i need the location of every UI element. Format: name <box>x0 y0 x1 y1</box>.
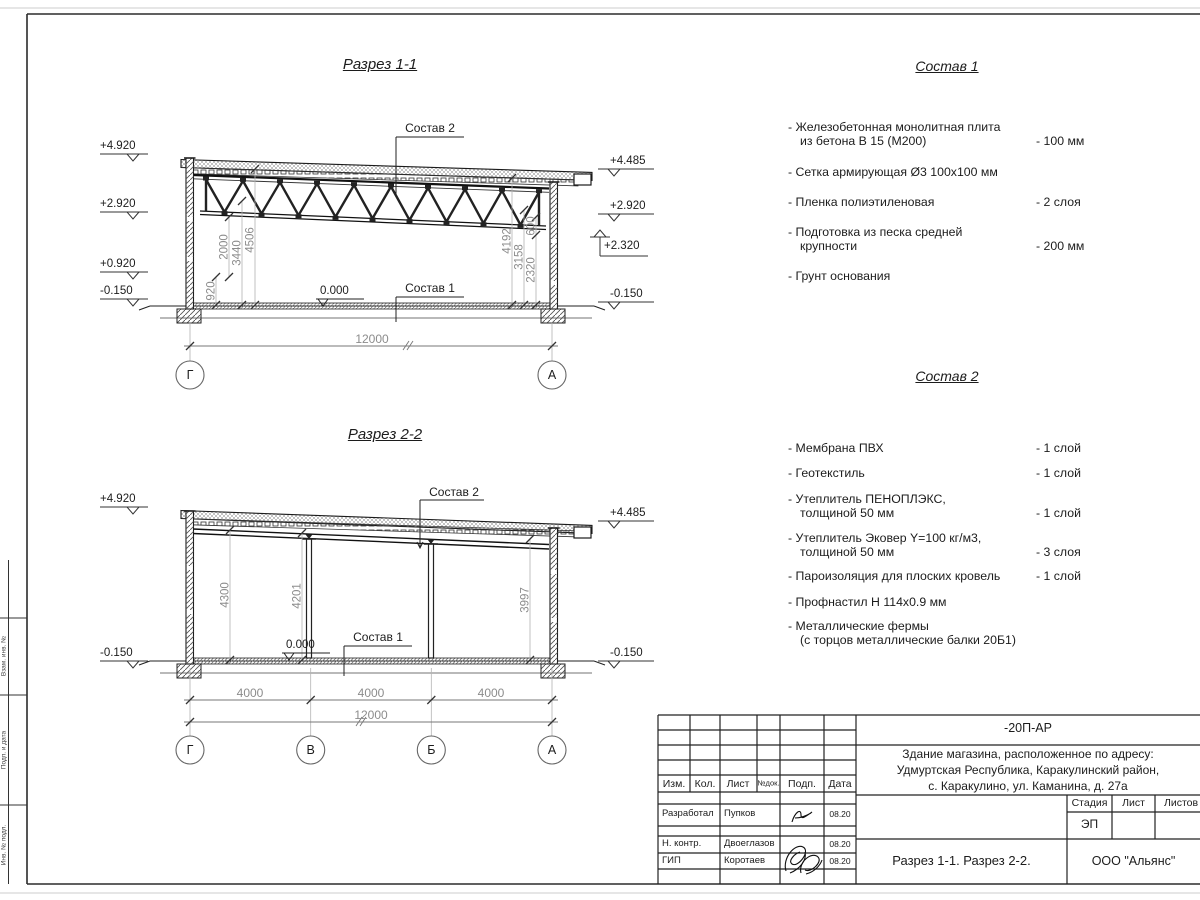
elevation-label: +2.920 <box>610 200 646 212</box>
elevation-label: +4.485 <box>610 155 646 167</box>
sostav2-heading: Состав 2 <box>915 368 979 384</box>
list-item-value: - 100 мм <box>1036 134 1085 148</box>
dimension-total-label: 12000 <box>355 332 389 346</box>
dimension-label: 920 <box>205 281 218 301</box>
list-item: - Утеплитель Эковер Y=100 кг/м3, <box>788 531 982 545</box>
wall-right <box>548 182 560 309</box>
tb-name: Двоеглазов <box>724 838 775 849</box>
tb-company: ООО "Альянс" <box>1091 854 1176 868</box>
tb-sheet-title: Разрез 1-1. Разрез 2-2. <box>892 853 1031 868</box>
wall-left-2 <box>184 511 196 664</box>
list-item: - Грунт основания <box>788 269 891 283</box>
dimension-label: 4506 <box>244 227 257 253</box>
elevation-label: -0.150 <box>100 647 133 659</box>
elevation-label: -0.150 <box>610 288 643 300</box>
tb-header: Кол. <box>694 777 716 790</box>
list-item-value: - 1 слой <box>1036 569 1081 583</box>
list-item: - Профнастил Н 114х0.9 мм <box>788 595 947 609</box>
tb-date: 08.20 <box>829 839 851 849</box>
frame-strip-label: Инв. № подл. <box>0 824 7 866</box>
document-code: -20П-АР <box>1004 721 1052 735</box>
tb-name: Коротаев <box>724 855 766 866</box>
dimension-label: 2000 <box>218 234 231 260</box>
dimension-label: 2320 <box>525 257 538 283</box>
signatures <box>785 811 822 874</box>
object-address-line: Удмуртская Республика, Каракулинский район, <box>896 763 1160 777</box>
tb-role: ГИП <box>662 855 681 866</box>
tb-role: Н. контр. <box>662 838 702 849</box>
tb-sheets-header: Листов <box>1163 796 1199 809</box>
tb-header: Лист <box>726 777 750 790</box>
list-item: - Утеплитель ПЕНОПЛЭКС, <box>788 492 946 506</box>
object-address-line: с. Каракулино, ул. Каманина, д. 27а <box>928 779 1128 793</box>
list-item-value: - 200 мм <box>1036 239 1085 253</box>
list-item: из бетона В 15 (М200) <box>800 134 927 148</box>
elevation-label: +0.920 <box>100 258 136 270</box>
sostav1-callout: Состав 1 <box>405 281 455 295</box>
sostav2-callout: Состав 2 <box>405 121 455 135</box>
tb-stage-value: ЭП <box>1080 817 1099 832</box>
dimension-label: 3997 <box>519 587 532 613</box>
dimension-label: 4192 <box>501 228 514 254</box>
dimension-total-label: 12000 <box>354 708 388 722</box>
sostav2-callout: Состав 2 <box>429 485 479 499</box>
axis-bubble-label: Б <box>427 742 436 757</box>
list-item: - Железобетонная монолитная плита <box>788 120 1001 134</box>
tb-stage-header: Стадия <box>1071 796 1108 809</box>
list-item: - Пароизоляция для плоских кровель <box>788 569 1001 583</box>
list-item: - Металлические фермы <box>788 619 929 633</box>
frame-strip-label: Подп. и дата <box>0 730 7 770</box>
wall-left <box>184 158 196 309</box>
elevation-label: -0.150 <box>610 647 643 659</box>
dimension-label: 4000 <box>477 686 505 700</box>
sostav1-heading: Состав 1 <box>915 58 979 74</box>
axis-bubble-label: Г <box>186 367 194 382</box>
elevation-label: +4.920 <box>100 493 136 505</box>
object-address-line: Здание магазина, расположенное по адресу: <box>902 747 1154 761</box>
elevation-label: +4.485 <box>610 507 646 519</box>
elevation-label: +2.320 <box>604 240 640 252</box>
dimension-label: 4000 <box>236 686 264 700</box>
list-item-value: - 1 слой <box>1036 441 1081 455</box>
tb-date: 08.20 <box>829 856 851 866</box>
tb-header: №док. <box>757 778 780 788</box>
dimension-label: 3158 <box>513 244 526 270</box>
axis-bubble-label: А <box>547 742 557 757</box>
axis-bubble-label: Г <box>186 742 194 757</box>
section-2-title: Разрез 2-2 <box>347 426 423 443</box>
list-item: - Геотекстиль <box>788 466 865 480</box>
list-item: толщиной 50 мм <box>800 545 895 559</box>
elevation-label: +4.920 <box>100 140 136 152</box>
dimension-label: 4300 <box>219 582 232 608</box>
elevation-label: +2.920 <box>100 198 136 210</box>
axis-bubble-label: В <box>306 742 315 757</box>
elevation-label: -0.150 <box>100 285 133 297</box>
tb-header: Подп. <box>788 777 816 790</box>
tb-role: Разработал <box>662 808 714 819</box>
tb-date: 08.20 <box>829 809 851 819</box>
zero-level-label: 0.000 <box>320 285 349 297</box>
list-item: - Пленка полиэтиленовая <box>788 195 935 209</box>
dimension-label: 3440 <box>231 240 244 266</box>
list-item: - Мембрана ПВХ <box>788 441 884 455</box>
signature-razrabotal <box>792 811 812 822</box>
tb-header: Изм. <box>662 777 686 790</box>
tb-name: Пупков <box>724 808 756 819</box>
list-item-value: - 1 слой <box>1036 466 1081 480</box>
tb-sheet-header: Лист <box>1122 796 1145 809</box>
section-1-1-drawing <box>100 137 654 389</box>
sostav1-callout: Состав 1 <box>353 630 403 644</box>
axis-bubble-label: А <box>547 367 557 382</box>
list-item: - Сетка армирующая Ø3 100х100 мм <box>788 165 998 179</box>
zero-level-label: 0.000 <box>286 639 315 651</box>
dimension-label: 4000 <box>357 686 385 700</box>
dimension-label: 600 <box>525 216 538 236</box>
list-item-value: - 1 слой <box>1036 506 1081 520</box>
dimension-label: 4201 <box>291 583 304 609</box>
list-item-value: - 2 слоя <box>1036 195 1081 209</box>
wall-right-2 <box>548 528 560 664</box>
list-item-value: - 3 слоя <box>1036 545 1081 559</box>
list-item: - Подготовка из песка средней <box>788 225 963 239</box>
list-item: крупности <box>800 239 858 253</box>
section-1-title: Разрез 1-1 <box>342 56 418 73</box>
signature-gip <box>801 855 822 874</box>
list-item: толщиной 50 мм <box>800 506 895 520</box>
list-item: (с торцов металлические балки 20Б1) <box>800 633 1016 647</box>
tb-header: Дата <box>828 777 852 790</box>
frame-strip-label: Взам. инв. № <box>0 635 7 677</box>
